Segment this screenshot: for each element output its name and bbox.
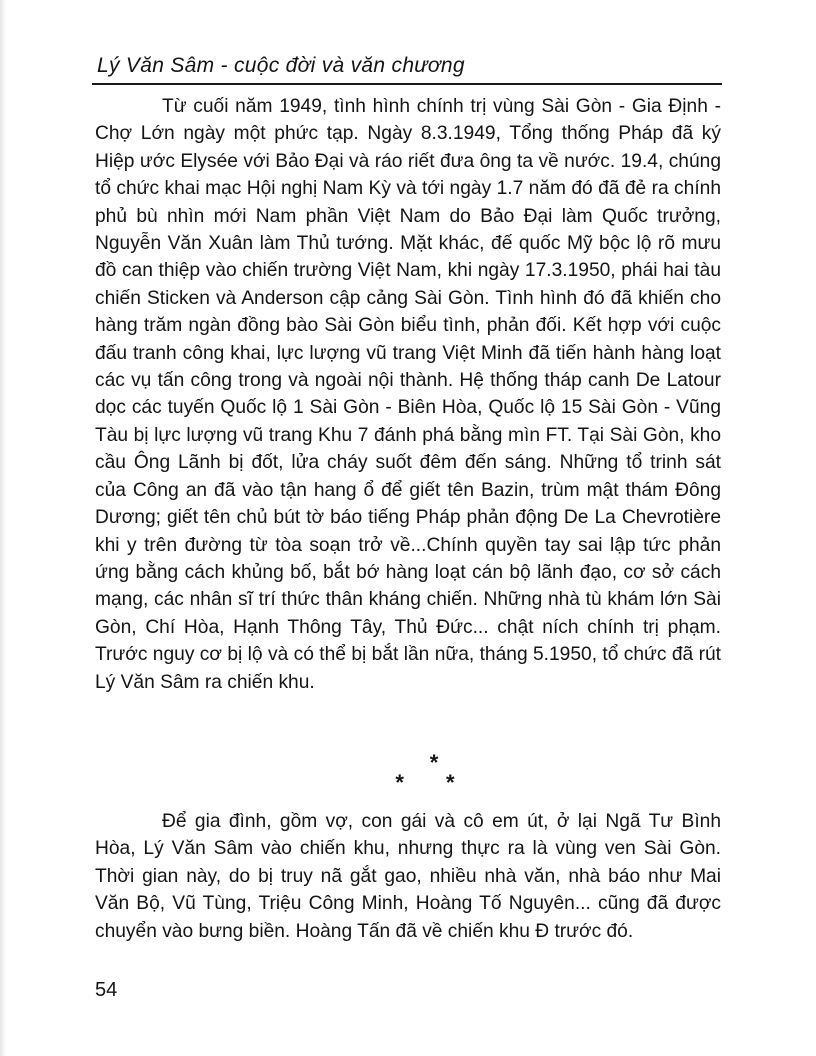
- paragraph-1: [95, 93, 721, 696]
- section-separator-bottom: * *: [395, 770, 473, 795]
- paragraph-1-text: Từ cuối năm 1949, tình hình chính trị vùng Sài Gòn - Gia Định - Chợ Lớn ngày một phức tạp. Ngày 8.3.1949, Tổng thống Pháp đã ký Hiệp ước Elysée với Bảo Đại và ráo riết đưa ông ta về nước. 19.4, chúng tổ chức khai mạc Hội nghị Nam Kỳ và tới ngày 1.7 năm đó đã đẻ ra chính phủ bù nhìn mới Nam phần Việt Nam do Bảo Đại làm Quốc trưởng, Nguyễn Văn Xuân làm Thủ tướng. Mặt khác, đế quốc Mỹ bộc lộ rõ mưu đồ can thiệp vào chiến trường Việt Nam, khi ngày 17.3.1950, phái hai tàu chiến Sticken và Anderson cập cảng Sài Gòn. Tình hình đó đã khiến cho hàng trăm ngàn đồng bào Sài Gòn biểu tình, phản đối. Kết hợp với cuộc đấu tranh công khai, lực lượng vũ trang Việt Minh đã tiến hành hàng loạt các vụ tấn công trong và ngoài nội thành. Hệ thống tháp canh De Latour dọc các tuyến Quốc lộ 1 Sài Gòn - Biên Hòa, Quốc lộ 15 Sài Gòn - Vũng Tàu bị lực lượng vũ trang Khu 7 đánh phá bằng mìn FT. Tại Sài Gòn, kho cầu Ông Lãnh bị đốt, lửa cháy suốt đêm đến sáng. Những tổ trinh sát của Công an đã vào tận hang ổ để giết tên Bazin, trùm mật thám Đông Dương; giết tên chủ bút tờ báo tiếng Pháp phản động De La Chevrotière khi y trên đường từ tòa soạn trở về...Chính quyền tay sai lập tức phản ứng bằng cách khủng bố, bắt bớ hàng loạt cán bộ lãnh đạo, cơ sở cách mạng, các nhân sĩ trí thức thân kháng chiến. Những nhà tù khám lớn Sài Gòn, Chí Hòa, Hạnh Thông Tây, Thủ Đức... chật ních chính trị phạm. Trước nguy cơ bị lộ và có thể bị bắt lần nữa, tháng 5.1950, tổ chức đã rút Lý Văn Sâm ra chiến khu.: [95, 96, 721, 693]
- paragraph-2: [95, 808, 721, 945]
- section-separator-top: *: [429, 750, 439, 775]
- paragraph-2-text: Để gia đình, gồm vợ, con gái và cô em út, ở lại Ngã Tư Bình Hòa, Lý Văn Sâm vào chiến khu, nhưng thực ra là vùng ven Sài Gòn. Thời gian này, do bị truy nã gắt gao, nhiều nhà văn, nhà báo như Mai Văn Bộ, Vũ Tùng, Triệu Công Minh, Hoàng Tố Nguyên... cũng đã được chuyển vào bưng biền. Hoàng Tấn đã về chiến khu Đ trước đó.: [95, 811, 721, 942]
- header-rule: [92, 83, 722, 85]
- page-number: 54: [95, 979, 118, 1001]
- scan-edge-shadow: [0, 0, 6, 1056]
- running-header: Lý Văn Sâm - cuộc đời và văn chương: [97, 54, 465, 77]
